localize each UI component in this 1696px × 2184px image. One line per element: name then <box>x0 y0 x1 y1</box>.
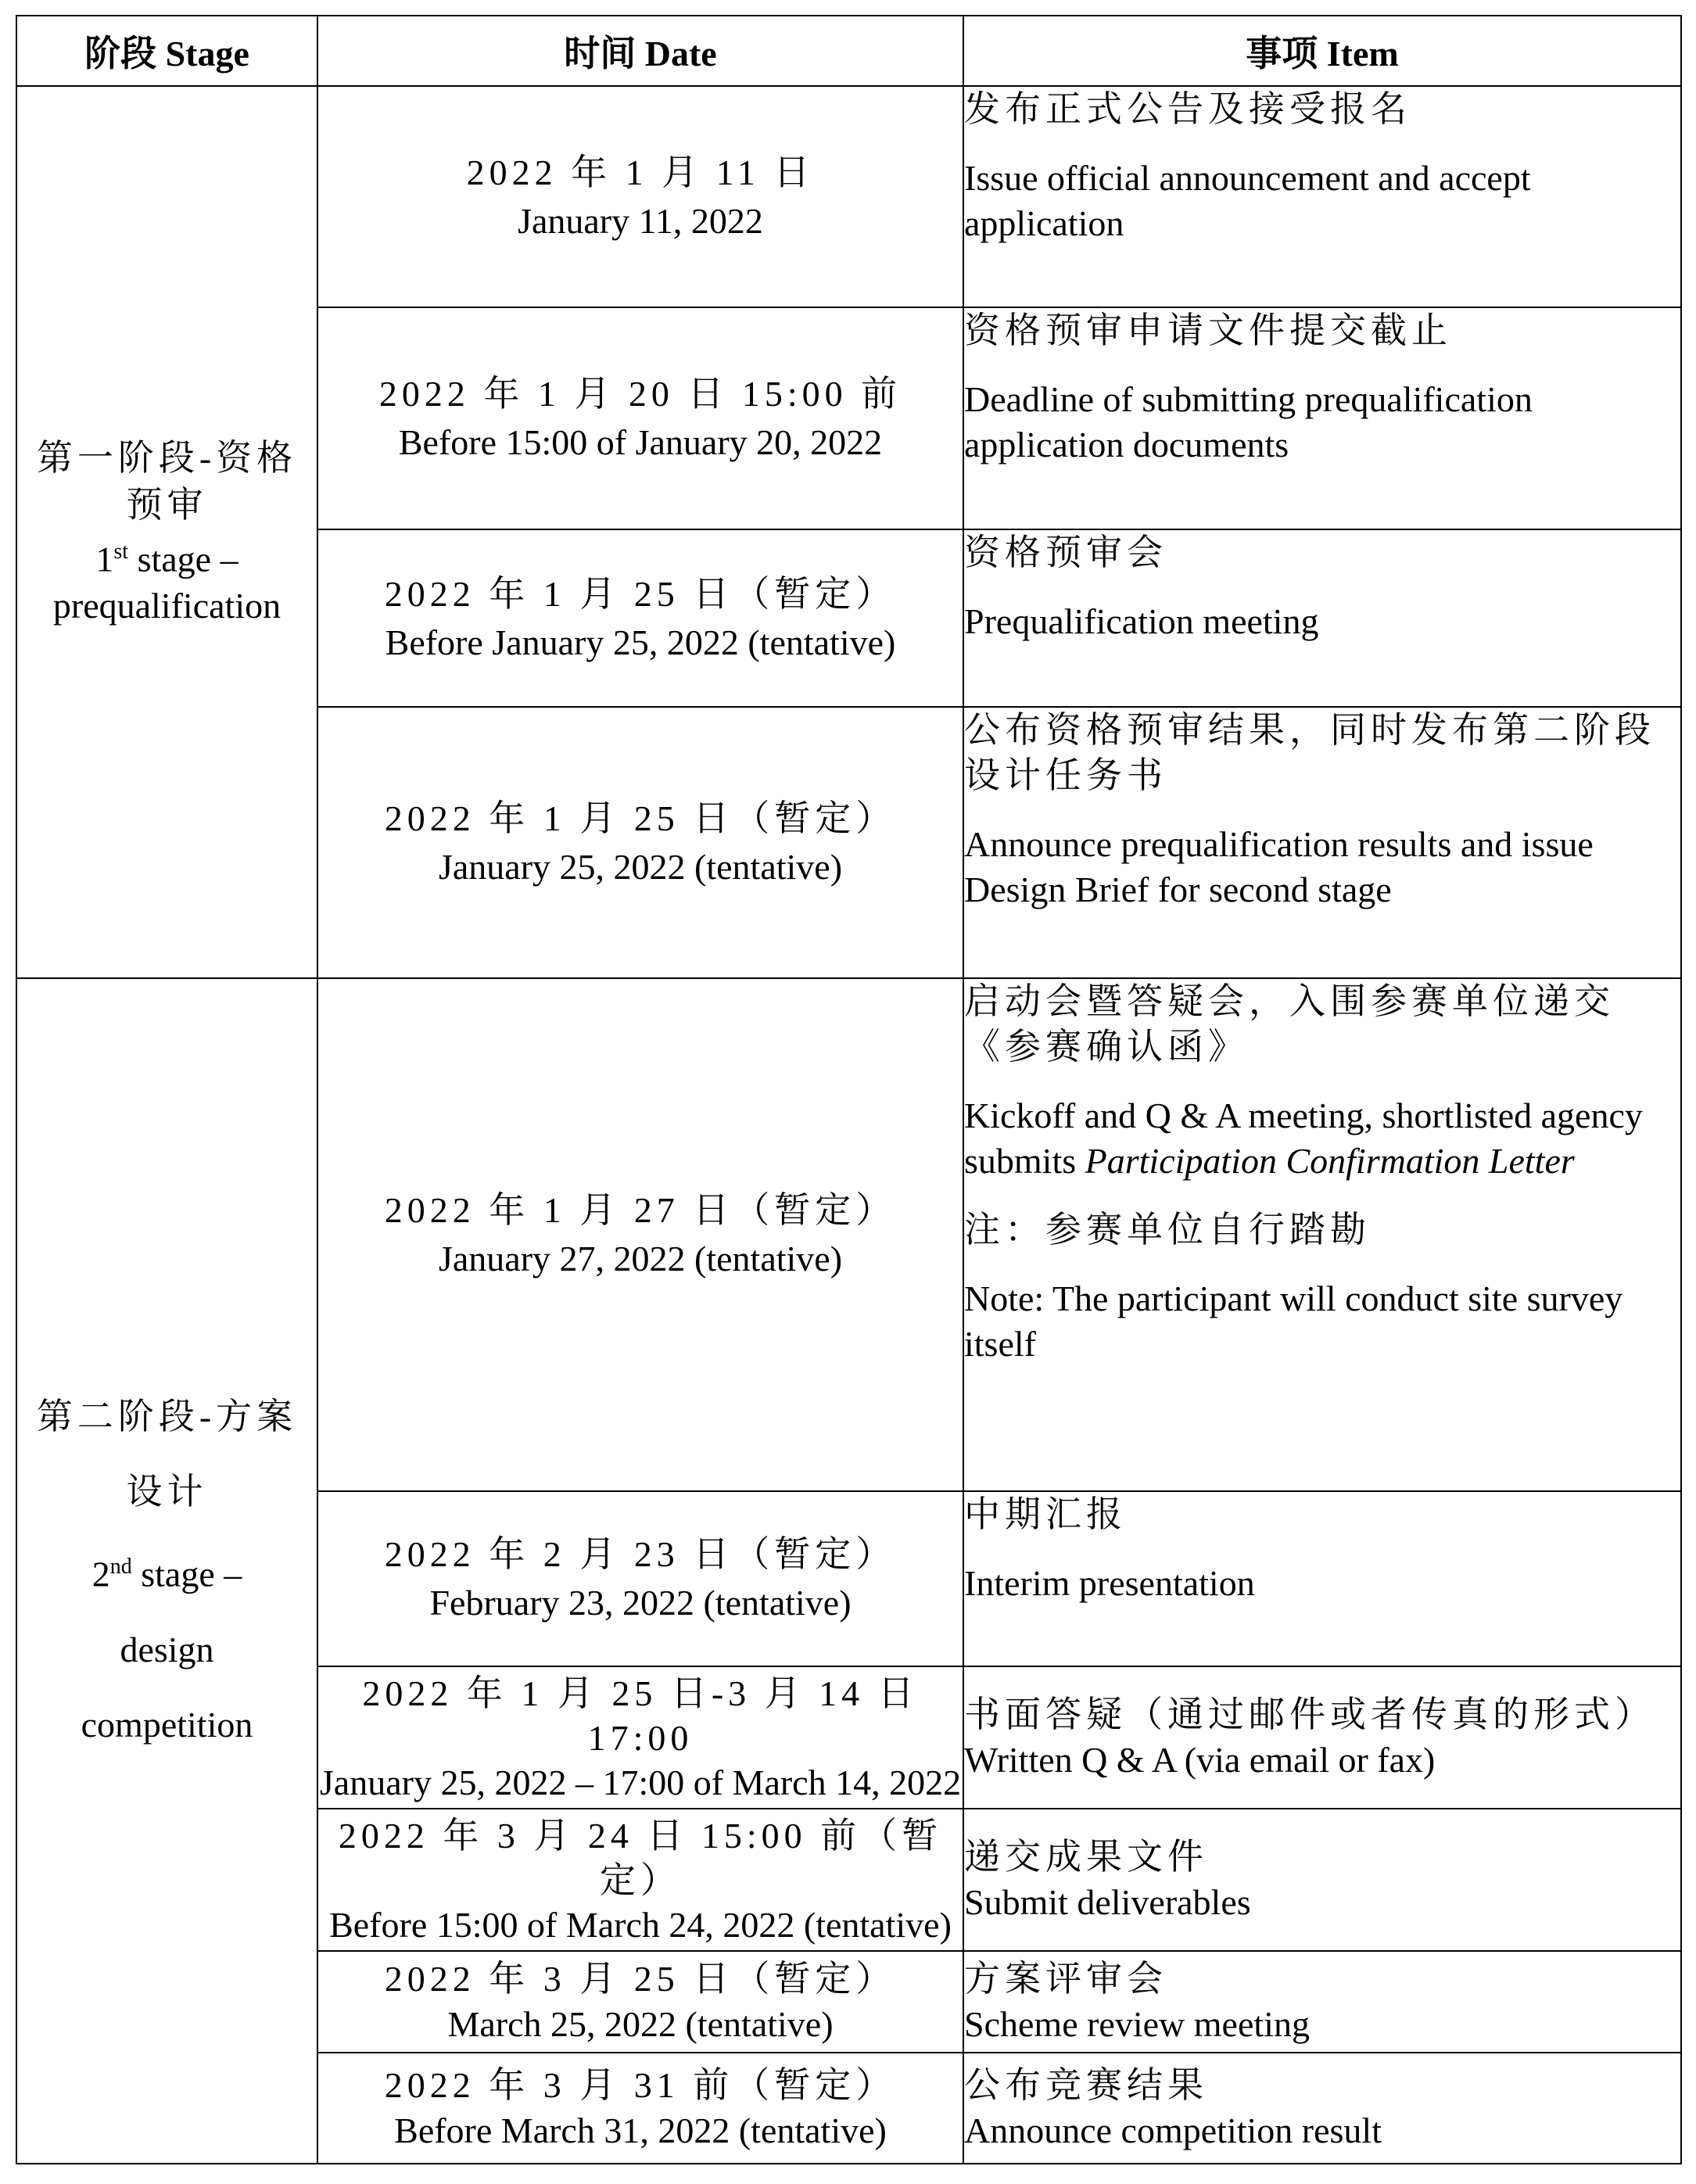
date-cn: 2022 年 3 月 25 日（暂定） <box>384 1959 897 1999</box>
item-cn: 中期汇报 <box>964 1494 1127 1534</box>
item-cn: 启动会暨答疑会，入围参赛单位递交《参赛确认函》 <box>964 981 1615 1067</box>
stage-2-en-line3: competition <box>81 1704 253 1745</box>
item-cn: 方案评审会 <box>964 1959 1167 1999</box>
item-en-italic: Participation Confirmation Letter <box>1085 1141 1575 1181</box>
stage-1-cn-line2: 预审 <box>126 484 208 525</box>
item-cell <box>963 707 1681 978</box>
date-cn: 2022 年 1 月 20 日 15:00 前 <box>378 374 902 414</box>
date-cn: 2022 年 1 月 25 日-3 月 14 日 17:00 <box>362 1673 919 1758</box>
date-cn: 2022 年 1 月 25 日（暂定） <box>384 798 897 838</box>
date-cn: 2022 年 3 月 24 日 15:00 前（暂定） <box>338 1815 943 1900</box>
date-cell <box>317 1809 963 1951</box>
date-en: Before March 31, 2022 (tentative) <box>394 2110 887 2150</box>
item-cn: 资格预审会 <box>964 533 1167 572</box>
date-cn: 2022 年 1 月 11 日 <box>466 152 815 192</box>
date-en: February 23, 2022 (tentative) <box>429 1583 852 1623</box>
item-cell <box>963 1666 1681 1809</box>
table-row <box>16 978 1681 1491</box>
item-en: Kickoff and Q & A meeting, shortlisted agency submits Participation Confirmation Letter <box>964 1096 1643 1181</box>
date-cell <box>317 86 963 307</box>
item-cell <box>963 978 1681 1491</box>
stage-1-cn-line1: 第一阶段-资格 <box>36 437 298 478</box>
schedule-table <box>16 15 1682 2164</box>
stage-2-cell <box>16 978 317 2164</box>
item-cn: 公布资格预审结果，同时发布第二阶段设计任务书 <box>964 710 1655 795</box>
stage-2-en-line2: design <box>120 1629 214 1669</box>
date-cell <box>317 1666 963 1809</box>
date-cn: 2022 年 1 月 27 日（暂定） <box>384 1190 897 1230</box>
table-row <box>16 86 1681 307</box>
date-en: January 11, 2022 <box>518 200 763 241</box>
date-cell <box>317 529 963 707</box>
item-cell <box>963 1951 1681 2053</box>
item-cn: 递交成果文件 <box>964 1837 1208 1877</box>
item-cell <box>963 2053 1681 2164</box>
item-en: Announce prequalification results and issue Design Brief for second stage <box>964 824 1594 909</box>
item-en: Issue official announcement and accept application <box>964 158 1531 243</box>
stage-1-en-line1: 1st stage – <box>95 539 238 579</box>
item-cell <box>963 86 1681 307</box>
note-cn: 注：参赛单位自行踏勘 <box>964 1210 1371 1250</box>
stage-2-en-line1: 2nd stage – <box>91 1554 242 1594</box>
item-cn: 资格预审申请文件提交截止 <box>964 310 1452 350</box>
date-en: January 25, 2022 – 17:00 of March 14, 2022 <box>319 1762 962 1802</box>
item-en: Interim presentation <box>964 1563 1255 1603</box>
header-item: 事项 Item <box>963 16 1681 86</box>
date-en: January 27, 2022 (tentative) <box>438 1239 843 1278</box>
stage-2-cn-line1: 第二阶段-方案 <box>36 1397 298 1437</box>
item-cn: 公布竞赛结果 <box>964 2065 1208 2105</box>
header-date: 时间 Date <box>317 16 963 86</box>
date-cell <box>317 978 963 1491</box>
item-en: Deadline of submitting prequalification application documents <box>964 379 1533 464</box>
date-cell <box>317 1491 963 1666</box>
date-cell <box>317 307 963 529</box>
stage-1-cell <box>16 86 317 978</box>
date-cn: 2022 年 3 月 31 前（暂定） <box>384 2065 897 2105</box>
stage-2-cn-line2: 设计 <box>126 1472 208 1512</box>
date-en: March 25, 2022 (tentative) <box>447 2004 834 2044</box>
item-cell <box>963 1491 1681 1666</box>
item-cell <box>963 307 1681 529</box>
date-en: Before 15:00 of January 20, 2022 <box>398 422 883 462</box>
stage-1-en-line2: prequalification <box>52 586 281 626</box>
date-en: January 25, 2022 (tentative) <box>438 846 843 887</box>
date-cn: 2022 年 2 月 23 日（暂定） <box>384 1534 897 1574</box>
header-row <box>16 16 1681 86</box>
date-en: Before January 25, 2022 (tentative) <box>385 622 896 662</box>
date-en: Before 15:00 of March 24, 2022 (tentative) <box>329 1904 952 1945</box>
item-en: Prequalification meeting <box>964 601 1319 641</box>
item-cn: 书面答疑（通过邮件或者传真的形式） <box>964 1694 1655 1734</box>
date-cell <box>317 1951 963 2053</box>
item-cell <box>963 1809 1681 1951</box>
date-cn: 2022 年 1 月 25 日（暂定） <box>384 573 897 614</box>
date-cell <box>317 2053 963 2164</box>
note-en: Note: The participant will conduct site survey itself <box>964 1278 1623 1364</box>
item-en: Submit deliverables <box>964 1882 1251 1922</box>
item-cell <box>963 529 1681 707</box>
item-en: Written Q & A (via email or fax) <box>964 1740 1436 1780</box>
date-cell <box>317 707 963 978</box>
item-cn: 发布正式公告及接受报名 <box>964 89 1411 129</box>
item-en: Announce competition result <box>964 2110 1382 2150</box>
header-stage: 阶段 Stage <box>16 16 317 86</box>
item-en: Scheme review meeting <box>964 2004 1310 2044</box>
